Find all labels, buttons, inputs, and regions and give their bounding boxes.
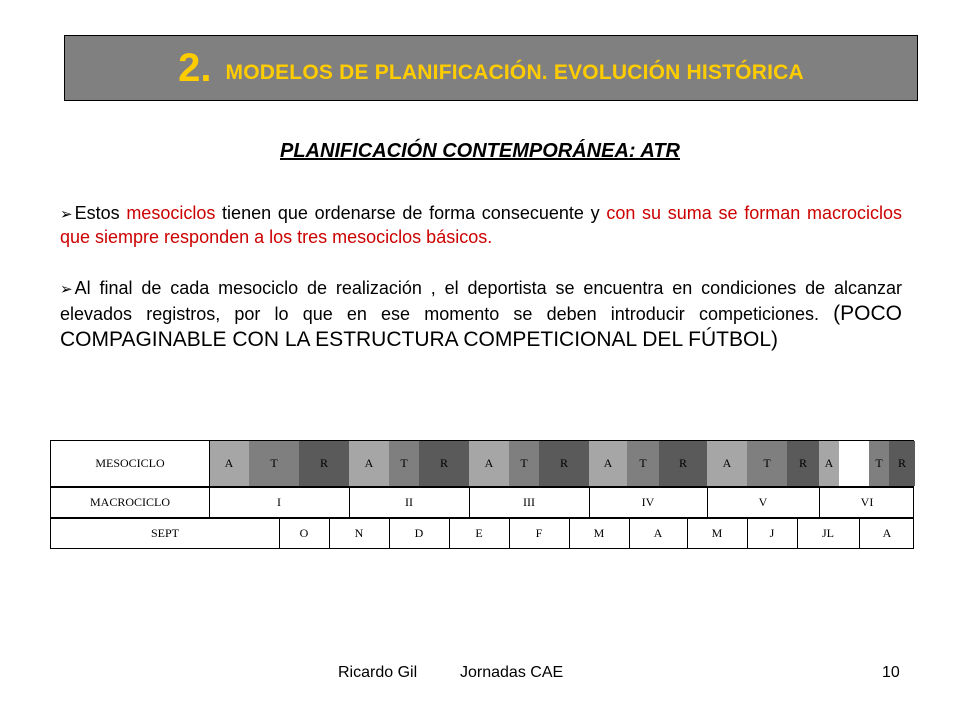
mesociclo-cell: A [349, 441, 389, 486]
month-cell: O [299, 526, 309, 540]
month-cell: A [653, 526, 663, 540]
macrociclo-label: MACROCICLO [89, 495, 170, 509]
arrow-bullet-icon: ➢ [60, 281, 73, 298]
macrociclo-cell: IV [641, 495, 655, 509]
month-cell: F [535, 526, 543, 540]
mesociclo-cell: A [209, 441, 249, 486]
macrociclo-cell: III [523, 495, 535, 509]
p1-text-d: con su suma se forman macrociclos que siempre responden a los tres mesociclos básicos. [60, 203, 902, 247]
table-divider [329, 519, 330, 548]
mesociclo-cell: T [627, 441, 659, 486]
mesociclo-cell: R [299, 441, 349, 486]
mesociclo-cell: T [747, 441, 787, 486]
p1-text-a: Estos [74, 203, 127, 223]
mesociclo-cell: R [889, 441, 915, 486]
table-divider [859, 519, 860, 548]
table-divider [389, 519, 390, 548]
table-divider [747, 519, 748, 548]
table-divider [687, 519, 688, 548]
mesociclo-cell: T [509, 441, 539, 486]
month-cell: E [475, 526, 483, 540]
footer-event: Jornadas CAE [460, 664, 564, 681]
mesociclo-label: MESOCICLO [95, 456, 165, 470]
slide-title-text: MODELOS DE PLANIFICACIÓN. EVOLUCIÓN HISTÓRICA [225, 61, 804, 84]
table-divider [569, 519, 570, 548]
mesociclo-cell: A [819, 441, 839, 486]
p1-text-b: mesociclos [126, 203, 216, 223]
month-cell: SEPT [150, 526, 179, 540]
mesociclo-cell: T [869, 441, 889, 486]
months-row [50, 518, 914, 549]
table-divider [449, 519, 450, 548]
mesociclo-cell: A [469, 441, 509, 486]
month-cell: N [354, 526, 364, 540]
mesociclo-cell: T [389, 441, 419, 486]
table-divider [279, 519, 280, 548]
mesociclo-cell: R [539, 441, 589, 486]
mesociclo-cell: R [419, 441, 469, 486]
month-cell: M [593, 526, 605, 540]
mesociclo-cell: T [249, 441, 299, 486]
table-divider [819, 488, 820, 517]
table-divider [509, 519, 510, 548]
bullet-paragraph-2 [60, 277, 902, 353]
mesociclo-cell: A [589, 441, 627, 486]
p2-text-a: Al final de cada mesociclo de realización , el deportista se encuentra en condiciones de alcanzar elevados registros, por lo que en ese momento se deben introducir competiciones. [60, 278, 902, 324]
macrociclo-cell: V [758, 495, 768, 509]
table-divider [589, 488, 590, 517]
slide-title-number: 2. [178, 45, 212, 90]
table-divider [707, 488, 708, 517]
month-cell: A [882, 526, 892, 540]
table-divider [209, 488, 210, 517]
mesociclo-cell: A [707, 441, 747, 486]
p2-text-b: (POCO COMPAGINABLE CON LA ESTRUCTURA COMPETICIONAL DEL FÚTBOL) [60, 302, 902, 351]
slide-subtitle: PLANIFICACIÓN CONTEMPORÁNEA: ATR [280, 140, 680, 162]
mesociclo-cell: R [787, 441, 819, 486]
table-divider [629, 519, 630, 548]
table-divider [797, 519, 798, 548]
month-cell: D [414, 526, 424, 540]
footer-page-number: 10 [882, 664, 900, 681]
month-cell: J [769, 526, 775, 540]
macrociclo-cell: II [405, 495, 413, 509]
macrociclo-cell: VI [860, 495, 874, 509]
macrociclo-cell: I [277, 495, 281, 509]
bullet-paragraph-1 [60, 202, 902, 249]
slide-title-bar [64, 35, 918, 101]
table-divider [349, 488, 350, 517]
macrociclo-row [50, 487, 914, 518]
footer-author: Ricardo Gil [338, 664, 418, 681]
arrow-bullet-icon: ➢ [60, 206, 73, 223]
p1-text-c: tienen que ordenarse de forma consecuente y [215, 203, 607, 223]
month-cell: JL [822, 526, 834, 540]
mesociclo-cell: R [659, 441, 707, 486]
month-cell: M [711, 526, 723, 540]
table-divider [469, 488, 470, 517]
table-divider [209, 441, 210, 486]
mesociclo-row [50, 440, 914, 487]
